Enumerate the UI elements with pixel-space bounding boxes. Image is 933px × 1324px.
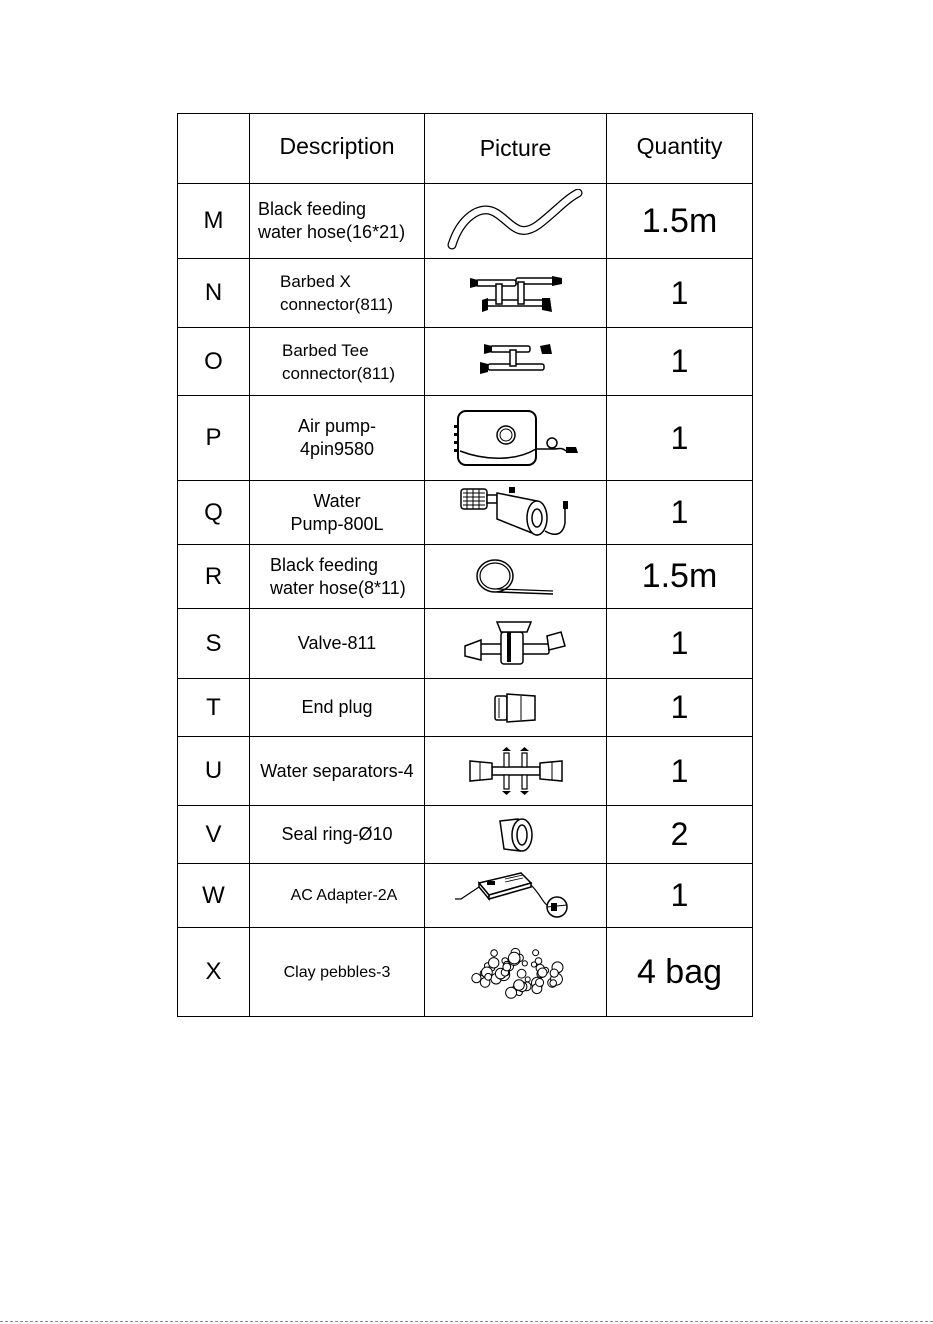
table-row: [178, 328, 753, 396]
table-row: [178, 545, 753, 609]
parts-table: [177, 113, 753, 1017]
row-picture: [425, 328, 607, 396]
row-description: [250, 328, 425, 396]
row-description: [250, 545, 425, 609]
row-picture: [425, 928, 607, 1017]
row-description: [250, 481, 425, 545]
row-quantity: 1: [607, 609, 753, 679]
row-letter: X: [178, 928, 250, 1017]
row-quantity: 1: [607, 328, 753, 396]
row-description: [250, 806, 425, 864]
table-row: [178, 928, 753, 1017]
row-picture: [425, 396, 607, 481]
row-picture: [425, 481, 607, 545]
water-separator-icon: [466, 745, 566, 797]
row-letter: P: [178, 396, 250, 481]
table-row: [178, 737, 753, 806]
row-letter: R: [178, 545, 250, 609]
table-row: [178, 396, 753, 481]
row-picture: [425, 259, 607, 328]
row-letter: M: [178, 184, 250, 259]
row-quantity: 4 bag: [607, 928, 753, 1017]
row-description-text: Black feeding water hose(8*11): [270, 554, 406, 598]
row-picture: [425, 679, 607, 737]
table-row: [178, 679, 753, 737]
row-letter: U: [178, 737, 250, 806]
row-description-text: End plug: [301, 697, 373, 717]
row-description: [250, 609, 425, 679]
row-quantity: 1: [607, 679, 753, 737]
row-description: [250, 396, 425, 481]
barbed-tee-connector-icon: [476, 340, 556, 384]
row-letter: T: [178, 679, 250, 737]
row-letter: W: [178, 864, 250, 928]
row-letter: N: [178, 259, 250, 328]
row-quantity: 1.5m: [607, 545, 753, 609]
clay-pebbles-icon: [461, 942, 571, 1002]
row-description-text: Black feeding water hose(16*21): [258, 199, 406, 242]
table-row: [178, 806, 753, 864]
row-description: [250, 184, 425, 259]
row-description-text: Barbed Tee connector(811): [282, 340, 396, 383]
table-row: [178, 864, 753, 928]
row-quantity: 1: [607, 259, 753, 328]
row-description: [250, 928, 425, 1017]
row-description-text: Valve-811: [297, 633, 377, 653]
row-description-text: Air pump- 4pin9580: [297, 416, 377, 459]
row-description: [250, 737, 425, 806]
table-row: [178, 184, 753, 259]
row-picture: [425, 545, 607, 609]
row-picture: [425, 806, 607, 864]
row-quantity: 2: [607, 806, 753, 864]
coiled-hose-icon: [471, 552, 561, 602]
row-description-text: Barbed X connector(811): [280, 272, 394, 314]
row-letter: S: [178, 609, 250, 679]
row-description-text: Seal ring-Ø10: [281, 824, 393, 844]
row-description: [250, 259, 425, 328]
row-quantity: 1: [607, 864, 753, 928]
row-picture: [425, 864, 607, 928]
row-letter: Q: [178, 481, 250, 545]
header-letter: [178, 114, 250, 184]
seal-ring-icon: [494, 815, 538, 855]
row-picture: [425, 609, 607, 679]
page-bottom-edge: [0, 1321, 933, 1322]
water-pump-icon: [451, 483, 581, 543]
ac-adapter-icon: [451, 869, 581, 923]
row-description-text: Clay pebbles-3: [283, 963, 391, 981]
row-quantity: 1.5m: [607, 184, 753, 259]
row-description-text: Water Pump-800L: [290, 490, 384, 534]
row-picture: [425, 184, 607, 259]
row-description: [250, 864, 425, 928]
row-letter: V: [178, 806, 250, 864]
header-quantity: Quantity: [607, 114, 753, 184]
table-row: [178, 481, 753, 545]
row-description-text: Water separators-4: [260, 760, 414, 781]
header-row: [178, 114, 753, 184]
barbed-x-connector-icon: [466, 268, 566, 318]
row-letter: O: [178, 328, 250, 396]
valve-icon: [461, 616, 571, 672]
row-quantity: 1: [607, 481, 753, 545]
row-quantity: 1: [607, 737, 753, 806]
table-row: [178, 609, 753, 679]
table-row: [178, 259, 753, 328]
row-description: [250, 679, 425, 737]
end-plug-icon: [491, 690, 541, 726]
air-pump-icon: [446, 403, 586, 473]
row-quantity: 1: [607, 396, 753, 481]
header-description: Description: [250, 114, 425, 184]
row-description-text: AC Adapter-2A: [290, 887, 398, 904]
water-hose-icon: [446, 189, 586, 253]
header-picture: Picture: [425, 114, 607, 184]
row-picture: [425, 737, 607, 806]
